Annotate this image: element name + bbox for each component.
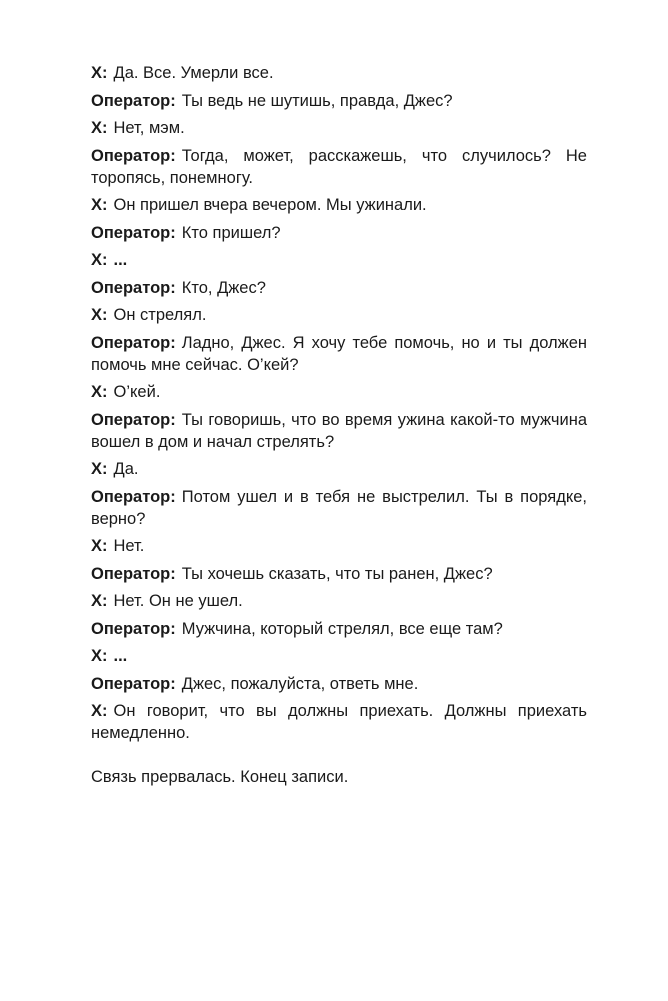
- speaker-label: Х: [91, 119, 103, 137]
- utterance-text: Потом ушел и в тебя не выстрелил. Ты в порядке, верно?: [91, 487, 587, 528]
- speaker-colon: :: [170, 487, 176, 506]
- speaker-colon: :: [102, 251, 108, 269]
- dialogue-line: [91, 381, 587, 403]
- utterance-text: Нет.: [113, 537, 145, 555]
- utterance-text: Он пришел вчера вечером. Мы ужинали.: [113, 196, 427, 214]
- speaker-colon: :: [102, 647, 108, 665]
- speaker-colon: :: [170, 410, 176, 429]
- speaker-label: Х: [91, 647, 103, 665]
- dialogue-line: [91, 117, 587, 139]
- dialogue-line: [91, 90, 587, 112]
- dialogue-line: [91, 458, 587, 480]
- dialogue-line: [91, 673, 587, 695]
- speaker-label: Оператор: [91, 487, 171, 506]
- speaker-colon: :: [102, 592, 108, 610]
- speaker-label: Оператор: [91, 674, 171, 693]
- utterance-text: О’кей.: [113, 383, 161, 401]
- speaker-colon: :: [170, 564, 176, 583]
- speaker-colon: :: [102, 119, 108, 137]
- speaker-label: Х: [91, 251, 103, 269]
- dialogue-line: [91, 249, 587, 271]
- dialogue-line: [91, 194, 587, 216]
- dialogue-line: [91, 332, 587, 376]
- dialogue-line: [91, 645, 587, 667]
- utterance-text: Джес, пожалуйста, ответь мне.: [181, 674, 419, 693]
- speaker-colon: :: [170, 333, 176, 352]
- utterance-text: Ладно, Джес. Я хочу тебе помочь, но и ты должен помочь мне сейчас. О’кей?: [91, 333, 587, 374]
- utterance-text: Тогда, может, расскажешь, что случилось? Не торопясь, понемногу.: [91, 146, 587, 187]
- utterance-text: Да. Все. Умерли все.: [113, 64, 274, 82]
- utterance-text: Нет. Он не ушел.: [113, 592, 243, 610]
- speaker-colon: :: [170, 619, 176, 638]
- utterance-text: Он стрелял.: [113, 306, 207, 324]
- speaker-colon: :: [170, 91, 176, 110]
- speaker-label: Х: [91, 592, 103, 610]
- speaker-label: Х: [91, 460, 103, 478]
- dialogue-line: [91, 590, 587, 612]
- speaker-label: Х: [91, 383, 103, 401]
- utterance-text: ...: [113, 647, 128, 665]
- dialogue-line: [91, 304, 587, 326]
- speaker-label: Оператор: [91, 333, 171, 352]
- speaker-colon: :: [102, 537, 108, 555]
- speaker-colon: :: [102, 306, 108, 324]
- dialogue-line: [91, 700, 587, 744]
- speaker-label: Х: [91, 64, 103, 82]
- speaker-label: Оператор: [91, 278, 171, 297]
- utterance-text: Кто пришел?: [181, 223, 281, 242]
- speaker-label: Х: [91, 196, 103, 214]
- utterance-text: Кто, Джес?: [181, 278, 266, 297]
- utterance-text: Ты ведь не шутишь, правда, Джес?: [181, 91, 453, 110]
- speaker-colon: :: [102, 196, 108, 214]
- speaker-label: Х: [91, 537, 103, 555]
- speaker-label: Оператор: [91, 91, 171, 110]
- utterance-text: Ты говоришь, что во время ужина какой-то мужчина вошел в дом и начал стрелять?: [91, 410, 587, 451]
- utterance-text: Нет, мэм.: [113, 119, 185, 137]
- speaker-colon: :: [170, 146, 176, 165]
- utterance-text: Да.: [113, 460, 139, 478]
- dialogue-line: [91, 486, 587, 530]
- speaker-label: Х: [91, 702, 103, 720]
- dialogue-line: [91, 222, 587, 244]
- speaker-colon: :: [170, 674, 176, 693]
- dialogue-line: [91, 563, 587, 585]
- speaker-colon: :: [102, 383, 108, 401]
- dialogue-line: [91, 62, 587, 84]
- utterance-text: Ты хочешь сказать, что ты ранен, Джес?: [181, 564, 493, 583]
- speaker-colon: :: [102, 460, 108, 478]
- dialogue-transcript: [91, 62, 587, 744]
- speaker-colon: :: [170, 278, 176, 297]
- dialogue-line: [91, 277, 587, 299]
- utterance-text: Он говорит, что вы должны приехать. Должны приехать немедленно.: [91, 702, 587, 742]
- dialogue-line: [91, 618, 587, 640]
- dialogue-line: [91, 535, 587, 557]
- utterance-text: Мужчина, который стрелял, все еще там?: [181, 619, 503, 638]
- speaker-label: Оператор: [91, 223, 171, 242]
- speaker-label: Оператор: [91, 410, 171, 429]
- speaker-colon: :: [102, 64, 108, 82]
- speaker-colon: :: [170, 223, 176, 242]
- closing-note: Связь прервалась. Конец записи.: [91, 768, 349, 786]
- speaker-label: Оператор: [91, 564, 171, 583]
- page-content: [91, 62, 587, 788]
- utterance-text: ...: [113, 251, 128, 269]
- speaker-label: Оператор: [91, 146, 171, 165]
- dialogue-line: [91, 145, 587, 189]
- dialogue-line: [91, 409, 587, 453]
- speaker-colon: :: [102, 702, 108, 720]
- speaker-label: Х: [91, 306, 103, 324]
- speaker-label: Оператор: [91, 619, 171, 638]
